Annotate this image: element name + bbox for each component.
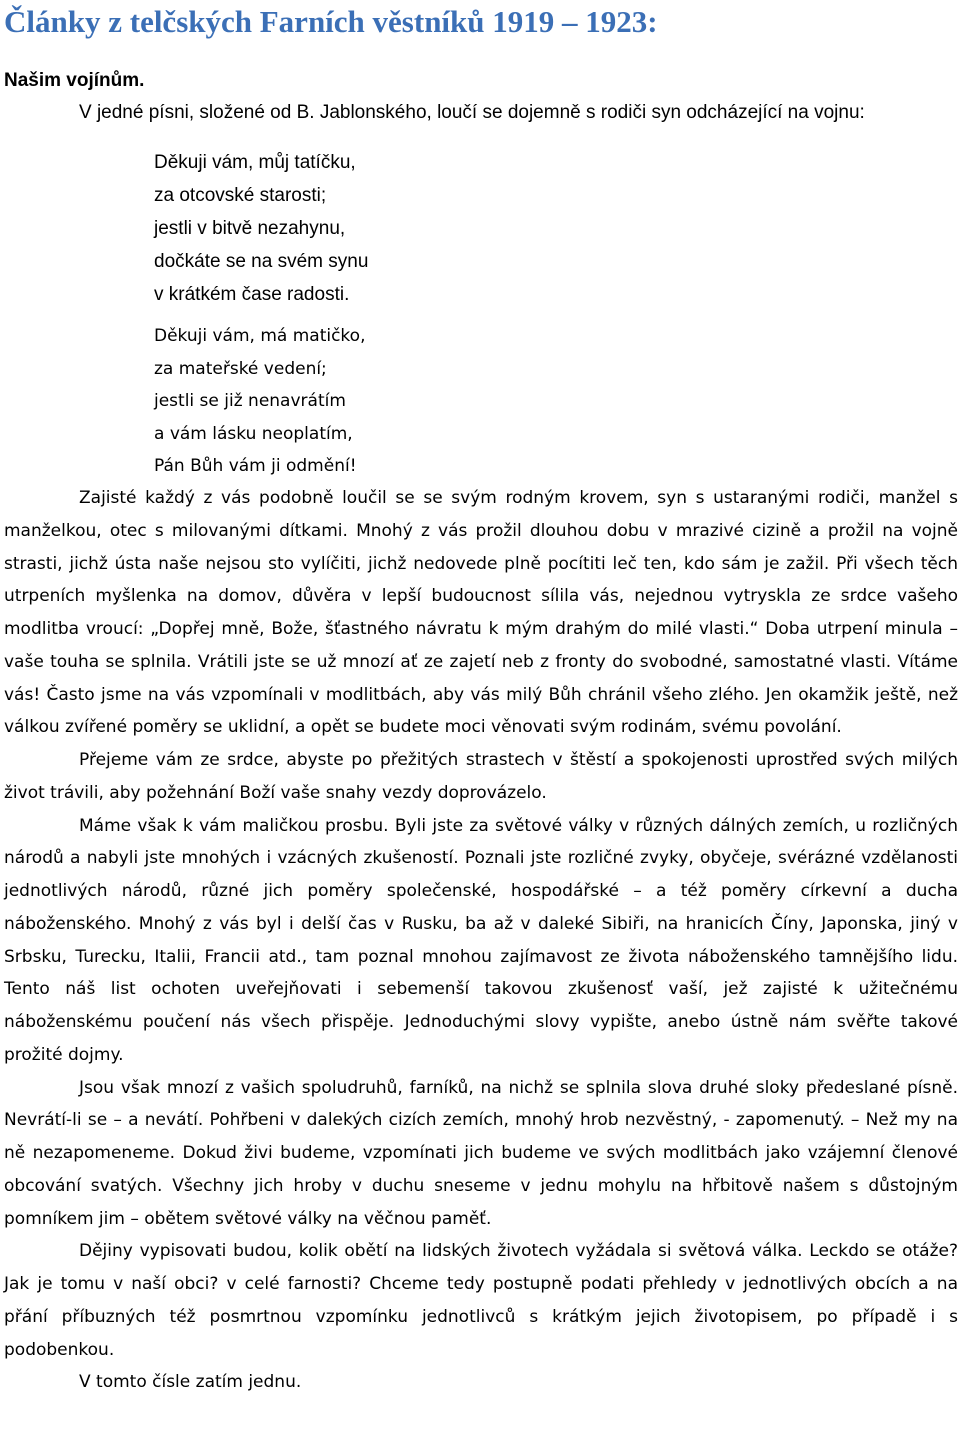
body-paragraph: Máme však k vám maličkou prosbu. Byli jste za světové války v různých dálných zemích, u rozličných národů a nabyli jste mnohých i vzácných zkušeností. Poznali jste rozličné zvyky, obyčeje, svérázné vzdělanosti jednotlivých národů, různé jich poměry společenské, hospodářské – a též poměry církevní a ducha náboženského. Mnohý z vás byl i delší čas v Rusku, ba až v daleké Sibiři, na hranicích Číny, Japonska, jiný v Srbsku, Turecku, Italii, Francii atd., tam poznal mnohou zajímavost ze života náboženského tamnějšího lidu. Tento náš list ochoten uveřejňovati i sebemenší takovou zkušenosť vaší, jež zajisté k užitečnému náboženskému poučení nás všech přispěje. Jednoduchými slovy vypište, anebo ústně nám svěřte takové prožité dojmy.: [4, 815, 958, 1065]
poem-line: Pán Bůh vám ji odmění!: [154, 456, 357, 476]
poem-line: za mateřské vedení;: [154, 358, 327, 379]
poem-line: jestli v bitvě nezahynu,: [154, 218, 346, 239]
body-paragraph: Přejeme vám ze srdce, abyste po přežitých strastech v štěstí a spokojenosti uprostřed svých milých život trávili, aby požehnání Boží vaše snahy vezdy doprovázelo.: [4, 750, 958, 803]
body-paragraph: Dějiny vypisovati budou, kolik obětí na lidských životech vyžádala si světová válka. Leckdo se otáže? Jak je tomu v naší obci? v celé farnosti? Chceme tedy postupně podati přehledy v jednotlivých obcích a na přání příbuzných též posmrtnou vzpomínku jednotlivců s krátkým jejich životopisem, po případě i s podobenkou.: [4, 1241, 958, 1360]
poem-line: jestli se již nenavrátím: [154, 391, 346, 411]
section-heading: Našim vojínům.: [4, 70, 145, 91]
body-paragraph: V tomto čísle zatím jednu.: [79, 1372, 302, 1393]
poem-stanza-1: [154, 146, 368, 311]
poem-line: Děkuji vám, má matičko,: [154, 326, 366, 346]
poem-line: v krátkém čase radosti.: [154, 284, 350, 305]
intro-paragraph: V jedné písni, složené od B. Jablonského, loučí se dojemně s rodiči syn odcházející na vojnu:: [79, 102, 865, 123]
article-body: [4, 482, 958, 1399]
poem-stanza-2: [154, 320, 365, 483]
page-title: Články z telčských Farních věstníků 1919 – 1923:: [4, 4, 658, 39]
poem-line: Děkuji vám, můj tatíčku,: [154, 152, 356, 173]
body-paragraph: Jsou však mnozí z vašich spoludruhů, farníků, na nichž se splnila slova druhé sloky předeslané písně. Nevrátí-li se – a nevátí. Pohřbeni v dalekých cizích zemích, mnohý hrob nezvěstný, - zapomenutý. – Než my na ně nezapomeneme. Dokud živi budeme, vzpomínati jich budeme ve svých modlitbách jako vzájemní členové obcování svatých. Všechny jich hroby v duchu sneseme v jednu mohylu na hřbitově našem s důstojným pomníkem jim – obětem světové války na věčnou paměť.: [4, 1077, 958, 1229]
poem-line: a vám lásku neoplatím,: [154, 423, 353, 444]
body-paragraph: Zajisté každý z vás podobně loučil se se svým rodným krovem, syn s ustaranými rodiči, manžel s manželkou, otec s milovanými dítkami. Mnohý z vás prožil dlouhou dobu v mrazivé cizině a prožil na vojně strasti, jichž ústa naše nejsou sto vylíčiti, jichž nedovede plně pocítiti leč ten, kdo sám je zažil. Při všech těch utrpeních myšlenka na domov, důvěra v lepší budoucnost sílila vás, nejednou vytryskla ze srdce vašeho modlitba vroucí: „Dopřej mně, Bože, šťastného návratu k mým drahým do milé vlasti.“ Doba utrpení minula – vaše touha se splnila. Vrátili jste se už mnozí ať ze zajetí neb z fronty do svobodné, samostatné vlasti. Vítáme vás! Často jsme na vás vzpomínali v modlitbách, aby vás milý Bůh chránil všeho zlého. Jen okamžik ještě, než válkou zvířené poměry se uklidní, a opět se budete moci věnovati svým rodinám, svému povolání.: [4, 488, 958, 738]
poem-line: dočkáte se na svém synu: [154, 251, 369, 272]
poem-line: za otcovské starosti;: [154, 185, 327, 206]
